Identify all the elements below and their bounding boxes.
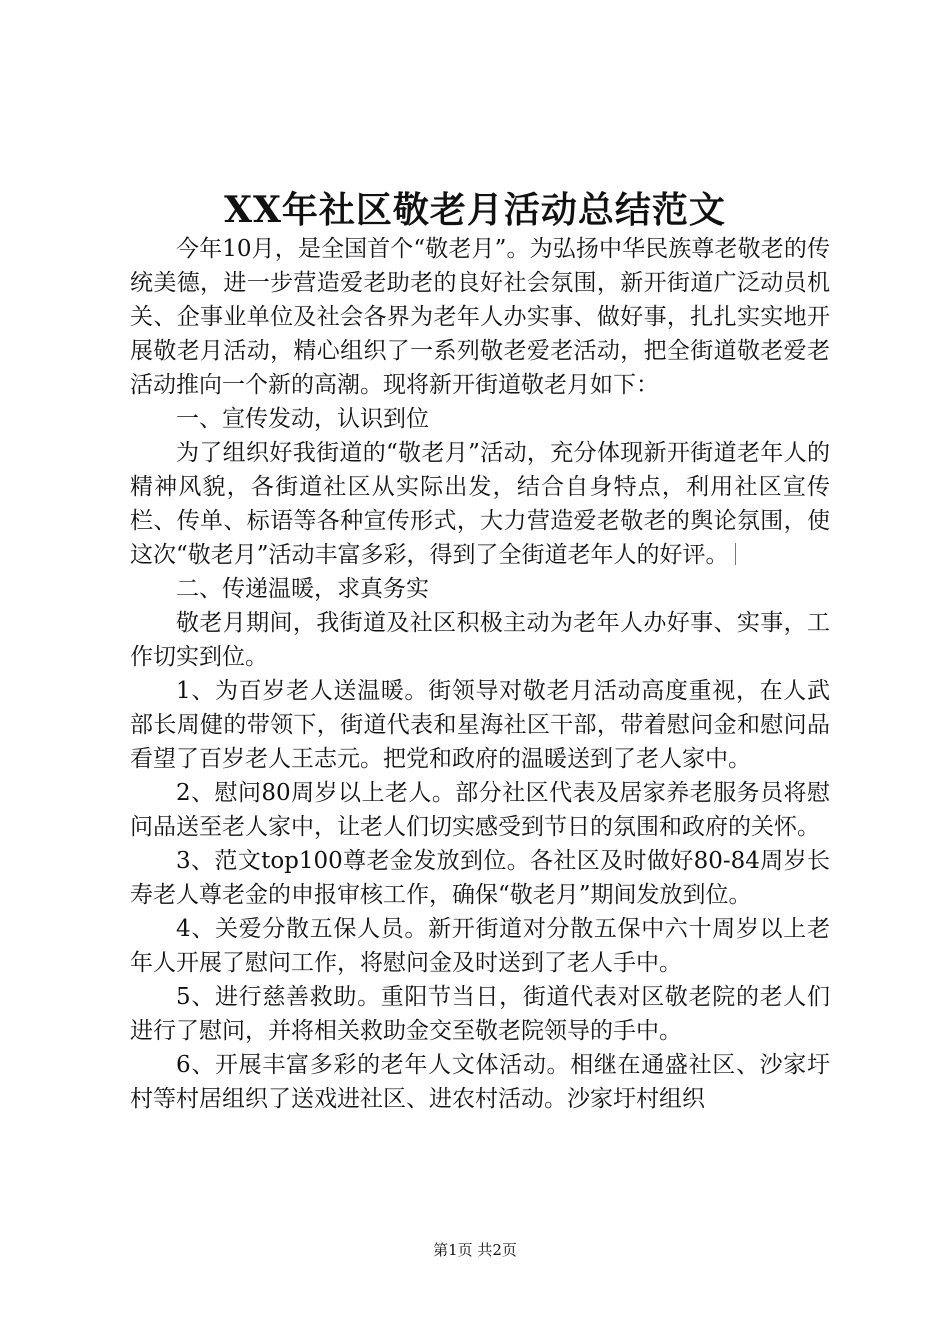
paragraph-intro: 今年10月，是全国首个“敬老月”。为弘扬中华民族尊老敬老的传统美德，进一步营造爱老助老的良好社会氛围，新开街道广泛动员机关、企事业单位及社会各界为老年人办实事、做好事，扎扎实实地开展敬老月活动，精心组织了一系列敬老爱老活动，把全街道敬老爱老活动推向一个新的高潮。现将新开街道敬老月如下： (130, 236, 830, 398)
page-number-footer: 第1页 共2页 (433, 1241, 517, 1259)
list-item-1: 1、为百岁老人送温暖。街领导对敬老月活动高度重视，在人武部长周健的带领下，街道代表和星海社区干部，带着慰问金和慰问品看望了百岁老人王志元。把党和政府的温暖送到了老人家中。 (130, 678, 830, 772)
list-item-2: 2、慰问80周岁以上老人。部分社区代表及居家养老服务员将慰问品送至老人家中，让老人们切实感受到节日的氛围和政府的关怀。 (130, 780, 830, 840)
section-heading-2: 二、传递温暖，求真务实 (176, 576, 429, 602)
list-item-4: 4、关爱分散五保人员。新开街道对分散五保中六十周岁以上老年人开展了慰问工作，将慰问金及时送到了老人手中。 (130, 916, 830, 976)
paragraph-publicity (130, 436, 830, 572)
text-cursor (735, 543, 736, 565)
paragraph-warmth: 敬老月期间，我街道及社区积极主动为老年人办好事、实事，工作切实到位。 (130, 610, 830, 670)
list-item-6: 6、开展丰富多彩的老年人文体活动。相继在通盛社区、沙家圩村等村居组织了送戏进社区、进农村活动。沙家圩村组织 (130, 1052, 830, 1112)
document-title: XX年社区敬老月活动总结范文 (224, 189, 726, 231)
list-item-5: 5、进行慈善救助。重阳节当日，街道代表对区敬老院的老人们进行了慰问，并将相关救助金交至敬老院领导的手中。 (130, 984, 830, 1044)
paragraph-publicity-text: 为了组织好我街道的“敬老月”活动，充分体现新开街道老年人的精神风貌，各街道社区从实际出发，结合自身特点，利用社区宣传栏、传单、标语等各种宣传形式，大力营造爱老敬老的舆论氛围，使这次“敬老月”活动丰富多彩，得到了全街道老年人的好评。 (130, 440, 830, 568)
document-body (130, 232, 830, 1116)
section-heading-1: 一、宣传发动，认识到位 (176, 406, 429, 432)
list-item-3: 3、范文top100尊老金发放到位。各社区及时做好80-84周岁长寿老人尊老金的申报审核工作，确保“敬老月”期间发放到位。 (130, 848, 830, 908)
